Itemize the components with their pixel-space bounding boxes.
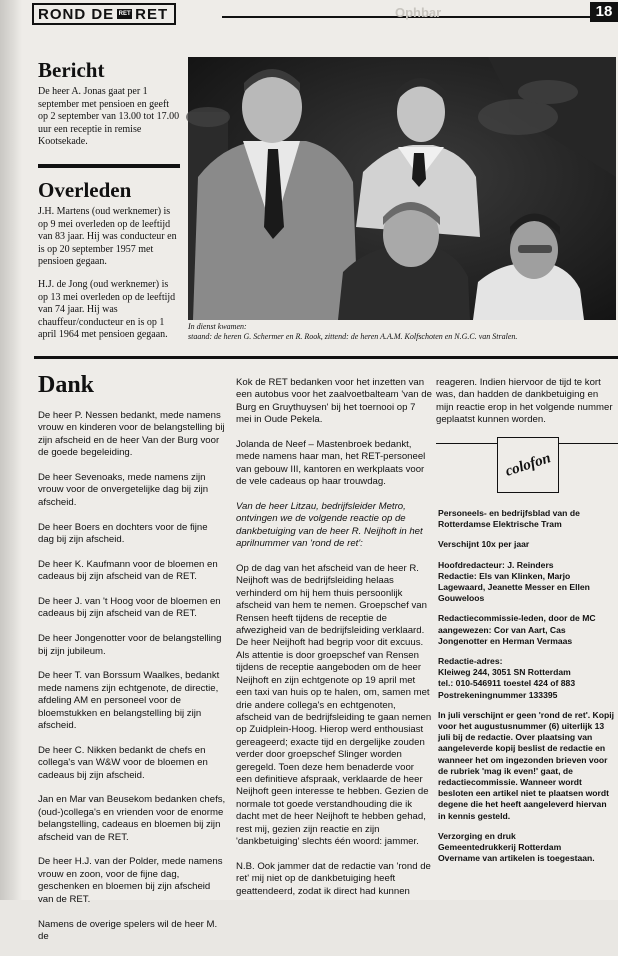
photo-caption: [188, 322, 608, 342]
staff-photo-graphic: [188, 57, 616, 320]
masthead-ret: RET: [135, 5, 169, 23]
dank-paragraph: reageren. Indien hiervoor de tijd te kort was, dan hadden de dankbetuiging en mijn reactie erop in het volgende nummer geplaatst kunnen worden.: [436, 377, 613, 426]
show-through-text: Ophbar: [395, 5, 442, 20]
colofon-publisher: Personeels- en bedrijfsblad van de Rotterdamse Elektrische Tram: [438, 508, 580, 530]
section-divider: [38, 164, 180, 168]
dank-column-3: [436, 377, 618, 439]
colofon-phone: tel.: 010-546911 toestel 424 of 883: [438, 678, 576, 689]
masthead-rond-de: ROND DE: [38, 5, 115, 23]
masthead: [32, 3, 176, 25]
colofon-editorial-staff: Redactie: Els van Klinken, Marjo Lagewaard, Jeanette Messer en Ellen Gouweloos: [438, 570, 590, 604]
colofon-editor-in-chief: Hoofdredacteur: J. Reinders: [438, 559, 554, 570]
dank-column-2: [236, 377, 432, 910]
dank-paragraph: Jan en Mar van Beusekom bedanken chefs, (oud-)collega's en vrienden voor de enorme belangstelling, cadeaus en bloemen bij zijn afscheid van de RET.: [38, 794, 226, 843]
colofon-print-label: Verzorging en druk: [438, 830, 516, 841]
colofon-frequency: Verschijnt 10x per jaar: [438, 539, 530, 550]
page-binding: [0, 0, 22, 900]
section-divider: [34, 356, 618, 359]
dank-paragraph: De heer T. van Borssum Waalkes, bedankt mede namens zijn echtgenote, de directie, afdeling AM en personeel voor de bloemstukken en belangstelling bij zijn afscheid.: [38, 670, 220, 732]
dank-paragraph: De heer Boers en dochters voor de fijne dag bij zijn afscheid.: [38, 521, 208, 546]
dank-intro-italic: Van de heer Litzau, bedrijfsleider Metro, ontvingen we de volgende reactie op de dankbetuiging van de heer R. Neijhoft in het aprilnummer van 'rond de ret':: [236, 501, 423, 550]
dank-paragraph: De heer H.J. van der Polder, mede namens vrouw en zoon, voor de fijne dag, geschenken en bloemen bij zijn afscheid van de RET.: [38, 856, 223, 905]
colofon: [438, 508, 616, 873]
dank-paragraph: Kok de RET bedanken voor het inzetten van een autobus voor het zaalvoetbalteam 'van de Burg en Gruythuysen' bij het toernooi op 7 mei in Oude Pekela.: [236, 377, 432, 426]
colofon-logo-text: colofon: [503, 449, 553, 480]
dank-paragraph: Namens de overige spelers wil de heer M. de: [38, 918, 218, 942]
heading-bericht: Bericht: [38, 58, 105, 82]
overleden-text-1: J.H. Martens (oud werknemer) is op 9 mei overleden op de leeftijd van 83 jaar. Hij was conducteur en is op 20 september 1957 met pensioen gegaan.: [38, 206, 177, 268]
overleden-text-2: H.J. de Jong (oud werknemer) is op 13 mei overleden op de leeftijd van 74 jaar. Hij was chauffeur/conducteur en is op 1 april 1964 met pensioen gegaan.: [38, 279, 176, 341]
dank-column-1: [38, 410, 226, 956]
bericht-text: De heer A. Jonas gaat per 1 september met pensioen en geeft op 2 september van 13.00 tot 17.00 uur een receptie in remise Kootsekade.: [38, 86, 180, 148]
colofon-notice: In juli verschijnt er geen 'rond de ret'. Kopij voor het augustusnummer (6) uiterlijk 13 juli bij de redactie. Over plaatsing van aangeleverde kopij beslist de redactie en wanneer het om ingezonden brieven voor de rubriek 'mag ik even!' gaat, de redactiecommissie. Wanneer wordt besloten een artikel niet te plaatsen wordt degene die het heeft aangeleverd hiervan in kennis gesteld.: [438, 709, 614, 821]
photo-caption-line2: staand: de heren G. Schermer en R. Rook, zittend: de heren A.A.M. Kolfschoten en N.G.C. van Stralen.: [188, 332, 518, 341]
staff-photo: [188, 57, 616, 320]
colofon-editors: [438, 560, 616, 605]
heading-overleden: Overleden: [38, 178, 132, 202]
colofon-print: [438, 831, 616, 865]
dank-paragraph: De heer K. Kaufmann voor de bloemen en cadeaus bij zijn afscheid van de RET.: [38, 558, 218, 583]
dank-paragraph: De heer Jongenotter voor de belangstelling bij zijn jubileum.: [38, 633, 222, 657]
dank-paragraph: N.B. Ook jammer dat de redactie van 'rond de ret' mij niet op de dankbetuiging heeft geattendeerd, zodat ik direct had kunnen: [236, 860, 431, 897]
page-number: 18: [590, 2, 618, 22]
colofon-street: Kleiweg 244, 3051 SN Rotterdam: [438, 667, 571, 678]
dank-letter: Op de dag van het afscheid van de heer R. Neijhoft was de bedrijfsleiding helaas verhinderd om hij hem thuis persoonlijk afscheid van hem te nemen. Groepschef van Rensen heeft tijdens de receptie de afwezigheid van de bedrijfsleiding verklaard. De heer Neijhoft had begrip voor dit excuus. Als attentie is door groepschef van Rensen tijdens de receptie aangeboden om de heer Neijhoft en zijn echtgenote op 19 april met een taxi van huis op te halen, om, samen met drie andere collega's en echtgenoten, afscheid van de bedrijfsleiding te gaan nemen op Zuidplein-Hoog. Hierop werd enthousiast gereageerd; exacte tijd en dergelijke zouden verder door groepschef Slinger worden geregeld. Toen deze hem benaderde voor een definitieve afspraak, verklaarde de heer Neijhoft geen interesse te hebben. Gezien de normale tot goede verstandhouding die ik dacht met de heer Neijhoft te hebben gehad, rest mij, gezien zijn reactie en zijn 'dankbetuiging' slechts één woord: jammer.: [236, 563, 432, 847]
colofon-address: [438, 656, 616, 701]
photo-caption-line1: In dienst kwamen:: [188, 322, 247, 331]
colofon-address-label: Redactie-adres:: [438, 656, 503, 667]
dank-paragraph: De heer Sevenoaks, mede namens zijn vrouw voor de onvergetelijke dag bij zijn afscheid.: [38, 472, 209, 508]
heading-dank: Dank: [38, 372, 95, 398]
colofon-logo: [497, 437, 559, 493]
dank-paragraph: De heer C. Nikken bedankt de chefs en collega's van W&W voor de bloemen en cadeaus bij zijn afscheid.: [38, 744, 208, 781]
dank-paragraph: Jolanda de Neef – Mastenbroek bedankt, mede namens haar man, het RET-personeel van gebouw III, kantoren en werkplaats voor de vele cadeaus op haar trouwdag.: [236, 439, 426, 488]
colofon-account: Postrekeningnummer 133395: [438, 689, 558, 700]
dank-paragraph: De heer J. van 't Hoog voor de bloemen en cadeaus bij zijn afscheid van de RET.: [38, 596, 221, 620]
ret-logo: RET: [118, 11, 131, 17]
colofon-reprint: Overname van artikelen is toegestaan.: [438, 853, 595, 864]
dank-paragraph: De heer P. Nessen bedankt, mede namens vrouw en kinderen voor de belangstelling bij zijn afscheid en de heer Van der Burg voor de goede begeleiding.: [38, 410, 225, 459]
colofon-committee: Redactiecommissie-leden, door de MC aangewezen: Cor van Aart, Cas Jongenotter en Herman Vermaas: [438, 613, 596, 646]
colofon-printer: Gemeentedrukkerij Rotterdam: [438, 842, 562, 853]
